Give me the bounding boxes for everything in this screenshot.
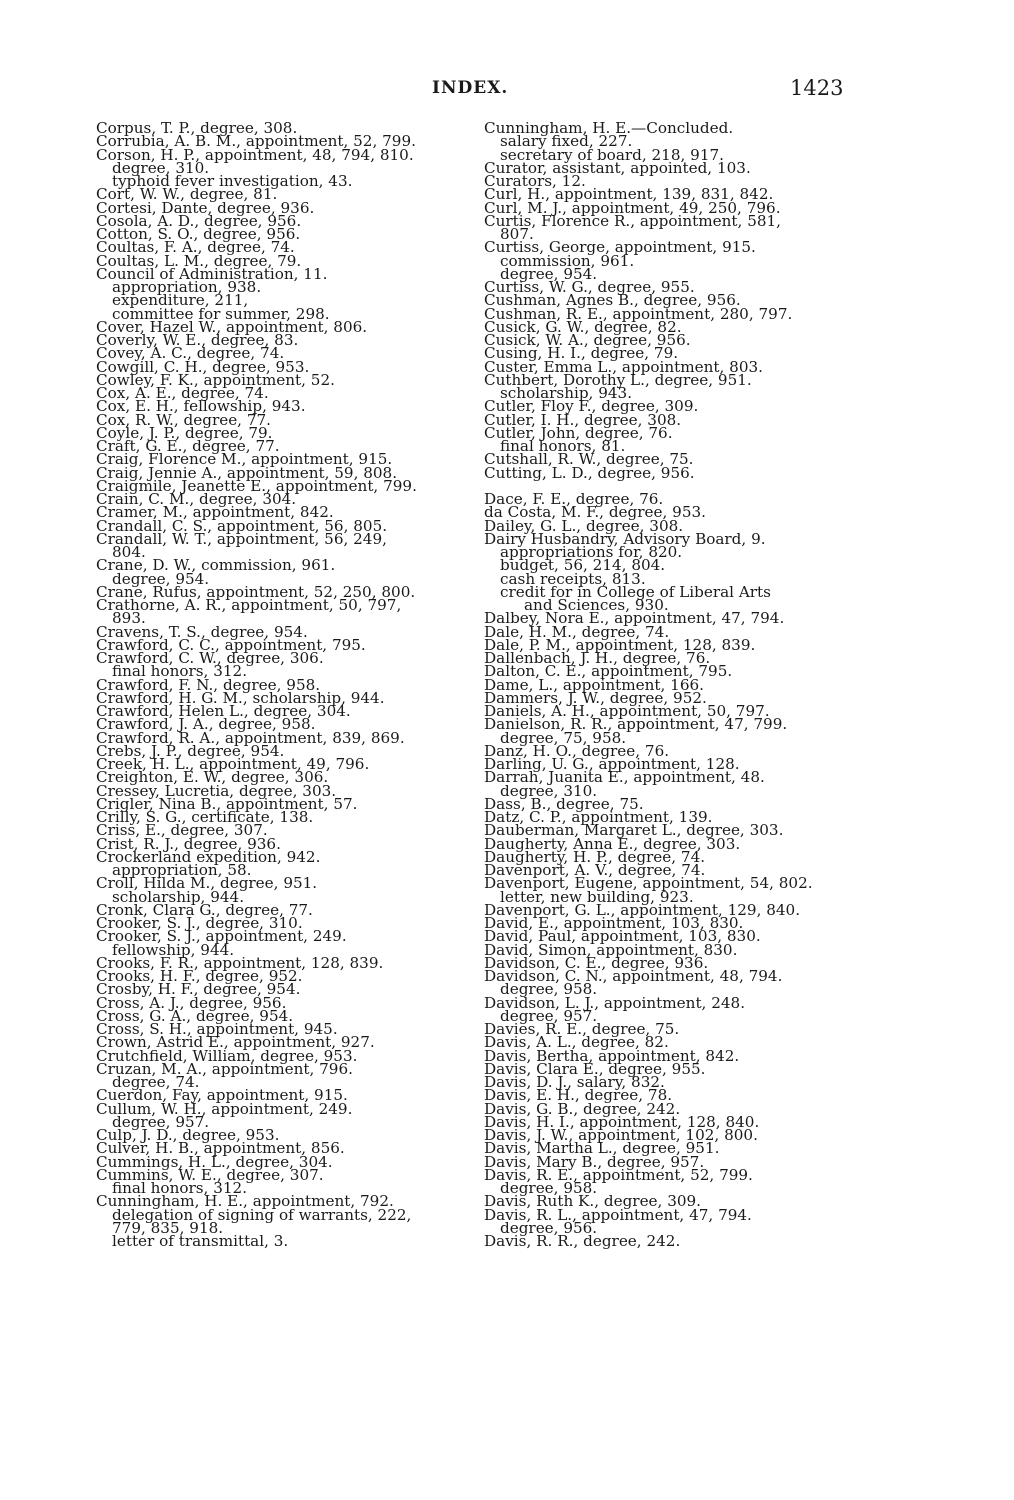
index-subentry: 804. [112, 543, 146, 561]
index-entry: Crooks, H. F., degree, 952. [96, 967, 303, 985]
index-entry: Cutting, L. D., degree, 956. [484, 463, 695, 482]
index-subentry: appropriations for, 820. [500, 543, 683, 561]
index-entry: Crathorne, A. R., appointment, 50, 797, [96, 596, 402, 614]
index-subentry: appropriation, 58. [112, 861, 252, 879]
index-entry: Cutler, John, degree, 76. [484, 423, 673, 442]
index-entry: Davenport, A. V., degree, 74. [484, 861, 706, 879]
index-entry: Daniels, A. H., appointment, 50, 797. [484, 702, 770, 720]
index-entry: Crane, Rufus, appointment, 52, 250, 800. [96, 582, 416, 601]
index-entry: Cushman, Agnes B., degree, 956. [484, 291, 741, 310]
index-entry: Cuthbert, Dorothy L., degree, 951. [484, 370, 752, 389]
index-entry: Crooker, S. J., appointment, 249. [96, 927, 347, 946]
index-entry: Croll, Hilda M., degree, 951. [96, 874, 318, 893]
index-entry: Cramer, M., appointment, 842. [96, 503, 334, 522]
index-subentry: degree, 954. [112, 569, 210, 588]
index-entry: Craig, Florence M., appointment, 915. [96, 450, 393, 469]
index-subentry: degree, 957. [500, 1006, 598, 1025]
index-entry: Cushman, R. E., appointment, 280, 797. [484, 304, 793, 323]
index-entry: Dalton, C. E., appointment, 795. [484, 662, 733, 681]
index-subentry: scholarship, 944. [112, 887, 245, 906]
index-entry: Crawford, H. G. M., scholarship, 944. [96, 688, 385, 707]
index-entry: Datz, C. P., appointment, 139. [484, 808, 713, 826]
index-entry: Cort, W. W., degree, 81. [96, 185, 278, 204]
index-subentry: degree, 958. [500, 1179, 598, 1197]
index-subentry: scholarship, 943. [500, 384, 633, 402]
index-entry: Culp, J. D., degree, 953. [96, 1126, 280, 1144]
index-entry: Council of Administration, 11. [96, 264, 328, 283]
index-subentry: budget, 56, 214, 804. [500, 556, 666, 575]
index-entry: Crawford, C. C., appointment, 795. [96, 635, 366, 654]
index-entry: Coyle, J. P., degree, 79. [96, 423, 273, 442]
index-subentry: 807. [500, 225, 534, 243]
index-entry: Craft, G. E., degree, 77. [96, 437, 280, 455]
index-entry: David, Paul, appointment, 103, 830. [484, 927, 761, 946]
index-subentry: final honors, 312. [112, 1179, 248, 1197]
index-entry: Cummins, W. E., degree, 307. [96, 1165, 324, 1184]
index-entry: Davies, R. E., degree, 75. [484, 1020, 680, 1038]
index-entry: Crain, C. M., degree, 304. [96, 490, 297, 508]
index-entry: Cuerdon, Fay, appointment, 915. [96, 1086, 348, 1105]
index-entry: Davis, E. H., degree, 78. [484, 1086, 673, 1105]
page-title: INDEX. [432, 78, 509, 98]
index-entry: da Costa, M. F., degree, 953. [484, 503, 706, 522]
index-entry: Crawford, R. A., appointment, 839, 869. [96, 728, 405, 747]
index-entry: Dallenbach, J. H., degree, 76. [484, 649, 711, 667]
index-subentry: final honors, 312. [112, 662, 248, 681]
index-entry: Davis, R. L., appointment, 47, 794. [484, 1205, 752, 1224]
index-entry: Crawford, C. W., degree, 306. [96, 649, 324, 667]
index-entry: Cruzan, M. A., appointment, 796. [96, 1059, 353, 1078]
index-subentry: degree, 958. [500, 980, 598, 999]
index-entry: David, E., appointment, 103, 830. [484, 914, 744, 932]
index-entry: Davis, Ruth K., degree, 309. [484, 1192, 702, 1211]
index-entry: Cusing, H. I., degree, 79. [484, 344, 679, 363]
running-head [0, 78, 1014, 102]
index-entry: Darrah, Juanita E., appointment, 48. [484, 768, 765, 787]
index-entry: Crandall, W. T., appointment, 56, 249, [96, 529, 387, 548]
index-entry: Cowley, F. K., appointment, 52. [96, 370, 335, 389]
index-entry: Coultas, F. A., degree, 74. [96, 238, 295, 257]
index-entry: Crockerland expedition, 942. [96, 847, 321, 866]
index-entry: Crilly, S. G., certificate, 138. [96, 808, 314, 826]
index-entry: Davis, Martha L., degree, 951. [484, 1139, 720, 1158]
index-subentry: expenditure, 211, [112, 291, 249, 310]
index-entry: Coultas, L. M., degree, 79. [96, 251, 302, 270]
index-subentry: fellowship, 944. [112, 940, 235, 959]
index-subentry: final honors, 81. [500, 437, 626, 455]
index-entry: Cross, A. J., degree, 956. [96, 993, 287, 1012]
index-entry: Creek, H. L., appointment, 49, 796. [96, 755, 370, 773]
index-entry: Daugherty, Anna E., degree, 303. [484, 834, 741, 853]
index-subentry: degree, 310. [112, 158, 210, 177]
index-entry: Dale, P. M., appointment, 128, 839. [484, 635, 756, 654]
index-entry: Dammers, J. W., degree, 952. [484, 688, 707, 707]
index-entry: Dairy Husbandry, Advisory Board, 9. [484, 529, 766, 548]
index-entry: Corson, H. P., appointment, 48, 794, 810. [96, 145, 414, 164]
index-subentry: letter, new building, 923. [500, 887, 694, 906]
index-entry: Dace, F. E., degree, 76. [484, 490, 664, 508]
index-subentry: credit for in College of Liberal Arts [500, 582, 771, 601]
index-subentry: delegation of signing of warrants, 222, [112, 1205, 412, 1224]
index-subentry: degree, 956. [500, 1218, 598, 1237]
index-entry: Cummings, H. L., degree, 304. [96, 1152, 333, 1171]
index-entry: Davidson, C. E., degree, 936. [484, 953, 709, 972]
index-column-right [484, 119, 874, 1250]
index-entry: Cortesi, Dante, degree, 936. [96, 198, 315, 217]
index-entry: Cutler, Floy F., degree, 309. [484, 397, 699, 416]
index-entry: Dalbey, Nora E., appointment, 47, 794. [484, 609, 785, 628]
index-subentry: degree, 75, 958. [500, 728, 627, 747]
index-entry: Curl, H., appointment, 139, 831, 842. [484, 185, 774, 204]
index-entry: Cross, S. H., appointment, 945. [96, 1020, 338, 1038]
index-subentry: cash receipts, 813. [500, 569, 646, 588]
index-entry: Crandall, C. S., appointment, 56, 805. [96, 516, 388, 535]
index-entry: Danielson, R. R., appointment, 47, 799. [484, 715, 788, 734]
index-entry: Creighton, E. W., degree, 306. [96, 768, 329, 787]
index-entry: Dauberman, Margaret L., degree, 303. [484, 821, 784, 840]
index-entry: Davis, H. I., appointment, 128, 840. [484, 1112, 760, 1131]
index-entry: Crown, Astrid E., appointment, 927. [96, 1033, 375, 1052]
index-entry: Dame, L., appointment, 166. [484, 675, 704, 694]
index-subentry: letter of transmittal, 3. [112, 1232, 289, 1250]
index-subentry: degree, 957. [112, 1112, 210, 1131]
index-entry: Crebs, J. P., degree, 954. [96, 741, 285, 760]
index-entry: Darling, U. G., appointment, 128. [484, 755, 740, 773]
index-entry: Cowgill, C. H., degree, 953. [96, 357, 310, 376]
index-entry: Daugherty, H. P., degree, 74. [484, 847, 706, 866]
index-subentry: 779, 835, 918. [112, 1218, 224, 1237]
index-subentry: committee for summer, 298. [112, 304, 330, 323]
index-entry: Cox, R. W., degree, 77. [96, 410, 271, 429]
index-entry: Danz, H. O., degree, 76. [484, 741, 670, 760]
index-entry: Covey, A. C., degree, 74. [96, 344, 285, 363]
index-entry: Davenport, Eugene, appointment, 54, 802. [484, 874, 813, 893]
index-entry: Crooker, S. J., degree, 310. [96, 914, 303, 932]
index-entry: Crist, R. J., degree, 936. [96, 834, 281, 853]
index-subentry: and Sciences, 930. [524, 596, 669, 614]
index-entry: Cusick, W. A., degree, 956. [484, 331, 691, 349]
index-entry: Crawford, F. N., degree, 958. [96, 675, 321, 694]
index-entry: Dass, B., degree, 75. [484, 794, 644, 813]
index-entry: Cunningham, H. E., appointment, 792. [96, 1192, 394, 1211]
index-entry: Davis, Mary B., degree, 957. [484, 1152, 705, 1171]
index-entry: Crutchfield, William, degree, 953. [96, 1046, 358, 1065]
index-entry: Craigmile, Jeanette E., appointment, 799. [96, 476, 417, 495]
index-entry: Cusick, G. W., degree, 82. [484, 317, 682, 336]
page-number: 1423 [790, 76, 844, 100]
index-entry: Davis, R. E., appointment, 52, 799. [484, 1165, 753, 1184]
index-subentry: commission, 961. [500, 251, 635, 270]
index-entry: Cutshall, R. W., degree, 75. [484, 450, 694, 469]
index-entry: Crane, D. W., commission, 961. [96, 556, 336, 575]
index-entry: Cotton, S. O., degree, 956. [96, 225, 301, 243]
index-entry: Crawford, J. A., degree, 958. [96, 715, 316, 734]
index-entry: Curator, assistant, appointed, 103. [484, 158, 751, 177]
index-entry: Cross, G. A., degree, 954. [96, 1006, 294, 1025]
index-entry: Crawford, Helen L., degree, 304. [96, 702, 351, 720]
index-entry: Davis, Bertha, appointment, 842. [484, 1046, 740, 1065]
index-entry: David, Simon, appointment, 830. [484, 940, 738, 959]
index-entry: Davidson, C. N., appointment, 48, 794. [484, 967, 783, 985]
index-entry: Cox, E. H., fellowship, 943. [96, 397, 306, 416]
index-entry: Craig, Jennie A., appointment, 59, 808. [96, 463, 398, 482]
index-entry: Curators, 12. [484, 172, 586, 190]
index-entry: Davis, Clara E., degree, 955. [484, 1059, 706, 1078]
index-entry: Davis, D. J., salary, 832. [484, 1073, 665, 1091]
index-subentry: typhoid fever investigation, 43. [112, 172, 353, 190]
index-subentry: degree, 310. [500, 781, 598, 800]
index-entry: Custer, Emma L., appointment, 803. [484, 357, 764, 376]
index-subentry: salary fixed, 227. [500, 132, 633, 151]
index-entry: Davis, A. L., degree, 82. [484, 1033, 669, 1052]
index-subentry: degree, 954. [500, 264, 598, 283]
index-entry: Cronk, Clara G., degree, 77. [96, 900, 313, 919]
index-subentry: appropriation, 938. [112, 278, 262, 296]
index-entry: Davenport, G. L., appointment, 129, 840. [484, 900, 801, 919]
index-subentry: secretary of board, 218, 917. [500, 145, 724, 164]
index-entry: Davidson, L. J., appointment, 248. [484, 993, 746, 1012]
index-entry: Culver, H. B., appointment, 856. [96, 1139, 345, 1158]
index-entry: Corpus, T. P., degree, 308. [96, 119, 298, 137]
index-entry: Curtis, Florence R., appointment, 581, [484, 211, 782, 230]
index-entry: Coverly, W. E., degree, 83. [96, 331, 299, 349]
index-subentry: 893. [112, 609, 146, 628]
index-entry: Curtiss, W. G., degree, 955. [484, 278, 695, 296]
index-entry: Corrubia, A. B. M., appointment, 52, 799. [96, 132, 416, 151]
index-entry: Crigler, Nina B., appointment, 57. [96, 794, 358, 813]
index-entry: Dale, H. M., degree, 74. [484, 622, 670, 641]
index-entry: Cox, A. E., degree, 74. [96, 384, 269, 402]
index-entry: Cover, Hazel W., appointment, 806. [96, 317, 368, 336]
index-entry: Cosola, A. D., degree, 956. [96, 211, 302, 230]
index-entry: Davis, J. W., appointment, 102, 800. [484, 1126, 758, 1144]
index-entry: Cunningham, H. E.—Concluded. [484, 119, 734, 137]
index-subentry: degree, 74. [112, 1073, 200, 1091]
index-entry: Cressey, Lucretia, degree, 303. [96, 781, 337, 800]
index-entry: Curtiss, George, appointment, 915. [484, 238, 756, 257]
index-entry: Davis, R. R., degree, 242. [484, 1232, 681, 1250]
index-entry: Crooks, F. R., appointment, 128, 839. [96, 953, 384, 972]
index-entry: Cutler, I. H., degree, 308. [484, 410, 682, 429]
index-entry: Cravens, T. S., degree, 954. [96, 622, 308, 641]
index-entry: Criss, E., degree, 307. [96, 821, 268, 840]
index-entry: Davis, G. B., degree, 242. [484, 1099, 681, 1118]
index-column-left [96, 119, 486, 1250]
index-entry: Curl, M. J., appointment, 49, 250, 796. [484, 198, 781, 217]
index-entry: Dailey, G. L., degree, 308. [484, 516, 684, 535]
index-entry: Cullum, W. H., appointment, 249. [96, 1099, 353, 1118]
index-entry: Crosby, H. F., degree, 954. [96, 980, 301, 999]
